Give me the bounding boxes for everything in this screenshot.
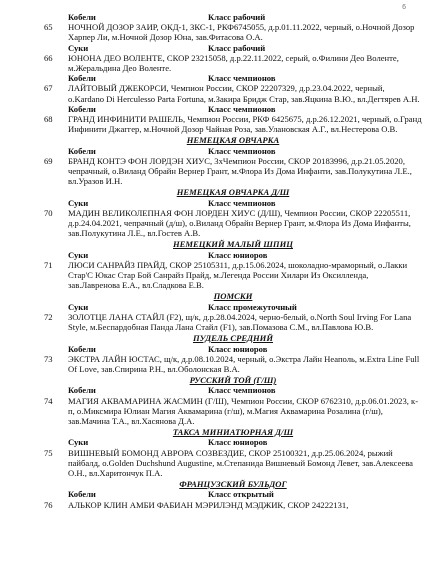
- class-header: [44, 104, 422, 114]
- class-label: Класс рабочий: [208, 42, 266, 53]
- class-header: [44, 302, 422, 312]
- class-label: Класс открытый: [208, 489, 274, 500]
- page-number: 6: [402, 4, 406, 11]
- sex-label: Кобели: [68, 385, 96, 396]
- class-label: Класс промежуточный: [208, 301, 297, 312]
- class-header: [44, 250, 422, 260]
- entry-number: 75: [44, 447, 53, 458]
- entry-text: АЛЬКОР КЛИН АМБИ ФАБИАН МЭРИЛЭНД МЭДЖИК, СКОР 24222131,: [68, 499, 349, 510]
- entry-text: ВИШНЕВЫЙ БОМОНД АВРОРА СОЗВЕЗДИЕ, СКОР 25100321, д.р.25.06.2024, рыжий пайбалд, о.Golden Duchshund Augustine, м.Степанида Вишневый Бомонд Левет, зав.Алексеева О.Н., вл.Харитончук П.А.: [68, 447, 413, 478]
- dog-entry: [44, 448, 422, 479]
- breed-heading: ТАКСА МИНИАТЮРНАЯ Д/Ш: [172, 427, 294, 438]
- dog-entry: [44, 156, 422, 187]
- sex-label: Кобели: [68, 343, 96, 354]
- dog-entry: [44, 83, 422, 103]
- class-header: [44, 73, 422, 83]
- dog-entry: [44, 114, 422, 134]
- sex-label: Суки: [68, 249, 89, 260]
- dog-entry: [44, 260, 422, 291]
- breed-heading: НЕМЕЦКАЯ ОВЧАРКА: [186, 135, 280, 146]
- sex-label: Кобели: [68, 73, 96, 84]
- entry-text: ГРАНД ИНФИНИТИ РАШЕЛЬ, Чемпион России, РКФ 6425675, д.р.26.12.2021, черный, о.Гранд Инфинити Джаггер, м.Ночной Дозор Чайная Роза, зав.Улановская А.Г., вл.Нестерова О.В.: [68, 114, 422, 135]
- class-header: [44, 344, 422, 354]
- breed-heading: ФРАНЦУЗСКИЙ БУЛЬДОГ: [179, 479, 287, 490]
- entry-number: 70: [44, 207, 53, 218]
- class-header: [44, 437, 422, 447]
- entry-text: ЮНОНА ДЕО ВОЛЕНТЕ, СКОР 23215058, д.р.22.11.2022, серый, о.Филини Део Воленте, м.Жеральдина Део Воленте.: [68, 52, 399, 74]
- class-header: [44, 198, 422, 208]
- class-label: Класс чемпионов: [208, 103, 276, 114]
- entry-text: ЗОЛОТЦЕ ЛАНА СТАЙЛ (F2), щ/к, д.р.28.04.2024, черно-белый, о.North Soul Irving For Lana Style, м.Беспардобная Панда Лана Стайл (F1), зав.Помазова С.М., вл.Павлова Ю.В.: [68, 311, 412, 333]
- dog-entry: [44, 500, 422, 510]
- catalog-content: [44, 12, 422, 510]
- entry-number: 69: [44, 155, 53, 166]
- class-header: [44, 146, 422, 156]
- sex-label: Кобели: [68, 145, 96, 156]
- entry-text: БРАНД КОНТЭ ФОН ЛОРДЭН ХИУС, 3хЧемпион России, СКОР 20183996, д.р.21.05.2020, чепрачный, о.Виланд Обрайн Вернер Грант, м.Флора Из Дома Инфанти, зав.Полукутина Л.Е., вл.Уразов И.Н.: [68, 155, 412, 187]
- entry-number: 67: [44, 83, 53, 94]
- entry-number: 68: [44, 114, 53, 125]
- entry-text: ЭКСТРА ЛАЙН ЮСТАС, щ/к, д.р.08.10.2024, черный, о.Экстра Лайн Неаполь, м.Extra Line Full Of Love, зав.Спирина Р.Н., вл.Оболонская В.А.: [68, 353, 420, 374]
- class-label: Класс рабочий: [208, 12, 266, 22]
- class-label: Класс чемпионов: [208, 385, 276, 396]
- breed-heading: РУССКИЙ ТОЙ (Г/Ш): [189, 375, 277, 386]
- dog-entry: [44, 53, 422, 73]
- dog-entry: [44, 312, 422, 332]
- entry-number: 72: [44, 311, 53, 322]
- class-header: [44, 489, 422, 499]
- class-header: [44, 385, 422, 395]
- entry-text: ЛАЙТОВЫЙ ДЖЕКОРСИ, Чемпион России, СКОР 22207329, д.р.23.04.2022, черный, о.Kardano Di Herculesso Parta Fortuna, м.Закира Бридж Стар, зав.Яцкина В.Ю., вл.Дегтярев А.Н.: [68, 83, 420, 104]
- entry-number: 66: [44, 52, 53, 63]
- breed-heading: НЕМЕЦКИЙ МАЛЫЙ ШПИЦ: [173, 239, 293, 250]
- class-label: Класс чемпионов: [208, 73, 276, 84]
- entry-text: ЛЮСИ САНРАЙЗ ПРАЙД, СКОР 25105311, д.р.15.06.2024, шоколадно-мраморный, о.Лакки Стар'С Юкас Стар Бой Санрайз Прайд, м.Легенда России Хилари Из Оксилленда, зав.Лавренова Е.А., вл.Сладкова Е.В.: [68, 259, 408, 291]
- sex-label: Кобели: [68, 103, 96, 114]
- sex-label: Кобели: [68, 12, 96, 22]
- breed-heading: ПОМСКИ: [213, 291, 253, 302]
- dog-entry: [44, 22, 422, 42]
- class-header: [44, 43, 422, 53]
- sex-label: Суки: [68, 301, 89, 312]
- class-label: Класс юниоров: [208, 437, 268, 448]
- class-header: [44, 12, 422, 22]
- entry-text: МАГИЯ АКВАМАРИНА ЖАСМИН (Г/Ш), Чемпион России, СКОР 6762310, д.р.06.01.2023, к-п, о.Миксмира Юлиан Магия Аквамарина (г/ш), м.Магия Аквамарина Розалина (г/ш), зав.Мачина Т.А., вл.Хасянова Д.А.: [68, 395, 419, 426]
- class-label: Класс юниоров: [208, 343, 268, 354]
- dog-entry: [44, 208, 422, 239]
- breed-heading: ПУДЕЛЬ СРЕДНИЙ: [192, 333, 274, 344]
- class-label: Класс юниоров: [208, 249, 268, 260]
- entry-text: НОЧНОЙ ДОЗОР ЗАИР, ОКД-1, ЗКС-1, РКФ6745055, д.р.01.11.2022, черный, о.Ночной Дозор Харпер Ли, м.Ночной Дозор Юна, зав.Фитасова О.А.: [68, 22, 415, 43]
- sex-label: Суки: [68, 197, 89, 208]
- entry-number: 73: [44, 353, 53, 364]
- entry-text: МАДИН ВЕЛИКОЛЕПНАЯ ФОН ЛОРДЕН ХИУС (Д/Ш), Чемпион России, СКОР 22205511, д.р.24.04.2021, чепрачный (д/ш), о.Виланд Обрайн Вернер Грант, м.Флора Из Дома Инфанты, зав.Полукутина Л.Е., вл.Гостев А.В.: [68, 207, 411, 239]
- sex-label: Суки: [68, 437, 89, 448]
- entry-number: 65: [44, 22, 53, 33]
- entry-number: 76: [44, 499, 53, 510]
- entry-number: 74: [44, 395, 53, 406]
- sex-label: Суки: [68, 42, 89, 53]
- sex-label: Кобели: [68, 489, 96, 500]
- entry-number: 71: [44, 259, 53, 270]
- class-label: Класс чемпионов: [208, 197, 276, 208]
- dog-entry: [44, 354, 422, 374]
- class-label: Класс чемпионов: [208, 145, 276, 156]
- dog-entry: [44, 396, 422, 427]
- breed-heading: НЕМЕЦКАЯ ОВЧАРКА Д/Ш: [176, 187, 290, 198]
